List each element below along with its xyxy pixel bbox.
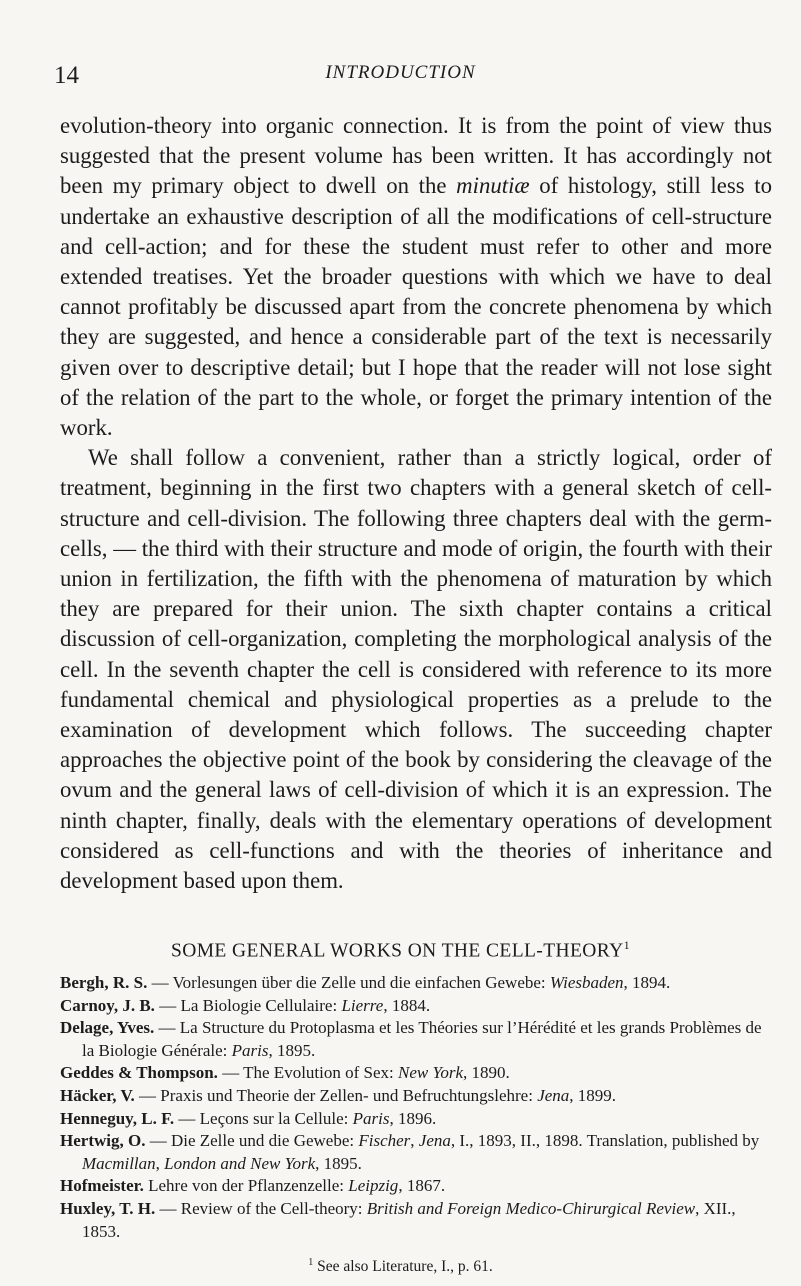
reference-details: , I., 1893, II., 1898. Translation, published by <box>450 1131 760 1151</box>
reference-item <box>60 995 772 1018</box>
reference-year: , 1895. <box>268 1040 316 1060</box>
reference-year: , 1895. <box>315 1153 362 1173</box>
reference-year: , 1899. <box>569 1085 617 1105</box>
reference-year: , 1896. <box>389 1108 437 1128</box>
reference-place: Wiesbaden <box>549 973 624 992</box>
reference-title: — La Structure du Protoplasma et les Théories sur l’Hérédité et les grands Problèmes de la Biologie Générale: <box>82 1018 762 1060</box>
section-heading <box>0 938 801 963</box>
reference-place: Jena <box>418 1131 451 1151</box>
reference-author: Huxley, T. H. <box>60 1198 156 1218</box>
paragraph-1 <box>60 111 772 443</box>
reference-author: Delage, Yves. <box>60 1018 155 1038</box>
reference-title: — Leçons sur la Cellule: <box>174 1108 353 1128</box>
reference-separator: , <box>155 1153 165 1173</box>
reference-title: — Praxis und Theorie der Zellen- und Befruchtungslehre: <box>134 1085 538 1105</box>
reference-year: , 1890. <box>463 1063 510 1083</box>
page-number: 14 <box>54 62 79 89</box>
reference-publisher: Macmillan <box>82 1153 156 1173</box>
reference-year: , 1867. <box>398 1176 446 1196</box>
reference-title: Lehre von der Pflanzenzelle: <box>143 1176 349 1196</box>
reference-title: — Review of the Cell-theory: <box>155 1198 367 1218</box>
reference-item <box>60 1198 772 1243</box>
reference-place: Paris <box>231 1040 269 1060</box>
reference-year: , 1894. <box>623 973 671 992</box>
reference-author: Hertwig, O. <box>60 1131 146 1151</box>
reference-author: Henneguy, L. F. <box>60 1108 175 1128</box>
reference-place: Fischer <box>358 1131 411 1151</box>
reference-item <box>60 1130 772 1175</box>
reference-author: Häcker, V. <box>60 1085 135 1105</box>
footnote <box>0 1257 801 1276</box>
reference-item <box>60 972 772 995</box>
paragraph-1-part-a: evolution-theory into organic connection. It is from the point of view thus suggested that the present volume has been written. It has accordingly not been my primary object to dwell on the <box>60 113 772 199</box>
footnote-marker: 1 <box>623 938 631 952</box>
reference-place: London and New York <box>164 1153 316 1173</box>
reference-place: New York <box>398 1063 464 1083</box>
reference-author: Hofmeister. <box>60 1176 144 1196</box>
reference-item <box>60 1175 772 1198</box>
reference-item <box>60 1108 772 1131</box>
reference-title: — The Evolution of Sex: <box>217 1063 398 1083</box>
reference-place: Paris <box>352 1108 390 1128</box>
paragraph-1-part-b: of histology, still less to undertake an exhaustive description of all the modifications of cell-structure and cell-action; and for these the student must refer to other and more extended treatises. Yet the broader questions with which we have to deal cannot profitably be discussed apart from the concrete phenomena by which they are suggested, and hence a considerable part of the text is necessarily given over to descriptive detail; but I hope that the reader will not lose sight of the relation of the part to the whole, or forget the primary intention of the work. <box>60 173 772 441</box>
reference-year: , 1884. <box>383 995 431 1015</box>
reference-item <box>60 1085 772 1108</box>
reference-place: Leipzig <box>348 1176 399 1196</box>
reference-title: — La Biologie Cellulaire: <box>154 995 342 1015</box>
reference-author: Bergh, R. S. <box>60 973 148 992</box>
paragraph-2: We shall follow a convenient, rather than a strictly logical, order of treatment, beginning in the first two chapters with a general sketch of cell-structure and cell-division. The following three chapters deal with the germ-cells, — the third with their structure and mode of origin, the fourth with their union in fertilization, the fifth with the phenomena of maturation by which they are prepared for their union. The sixth chapter contains a critical discussion of cell-organization, completing the morphological analysis of the cell. In the seventh chapter the cell is considered with reference to its more fundamental chemical and physiological properties as a prelude to the examination of development which follows. The succeeding chapter approaches the objective point of the book by considering the cleavage of the ovum and the general laws of cell-division of which it is an expression. The ninth chapter, finally, deals with the elementary operations of development considered as cell-functions and with the theories of inheritance and development based upon them. <box>60 445 772 894</box>
page-header <box>0 62 801 92</box>
reference-year: , XII., 1853. <box>82 1198 736 1241</box>
reference-place: Jena <box>537 1085 570 1105</box>
reference-place: Lierre <box>341 995 384 1015</box>
reference-title: — Die Zelle und die Gewebe: <box>145 1131 359 1151</box>
reference-author: Geddes & Thompson. <box>60 1063 218 1083</box>
reference-item <box>60 1062 772 1085</box>
section-heading-text: SOME GENERAL WORKS ON THE CELL-THEORY <box>170 940 624 962</box>
running-title: INTRODUCTION <box>325 62 476 83</box>
reference-title: — Vorlesungen über die Zelle und die einfachen Gewebe: <box>147 973 550 992</box>
reference-journal: British and Foreign Medico-Chirurgical Review <box>366 1198 696 1218</box>
paragraph-1-italic: minutiæ <box>456 173 530 199</box>
reference-item <box>60 1017 772 1062</box>
reference-author: Carnoy, J. B. <box>60 995 155 1015</box>
footnote-text: See also Literature, I., p. 61. <box>313 1258 493 1276</box>
reference-list <box>60 972 772 1243</box>
body-text <box>60 111 772 896</box>
footnote-number: 1 <box>308 1257 314 1268</box>
reference-separator: , <box>410 1131 419 1151</box>
